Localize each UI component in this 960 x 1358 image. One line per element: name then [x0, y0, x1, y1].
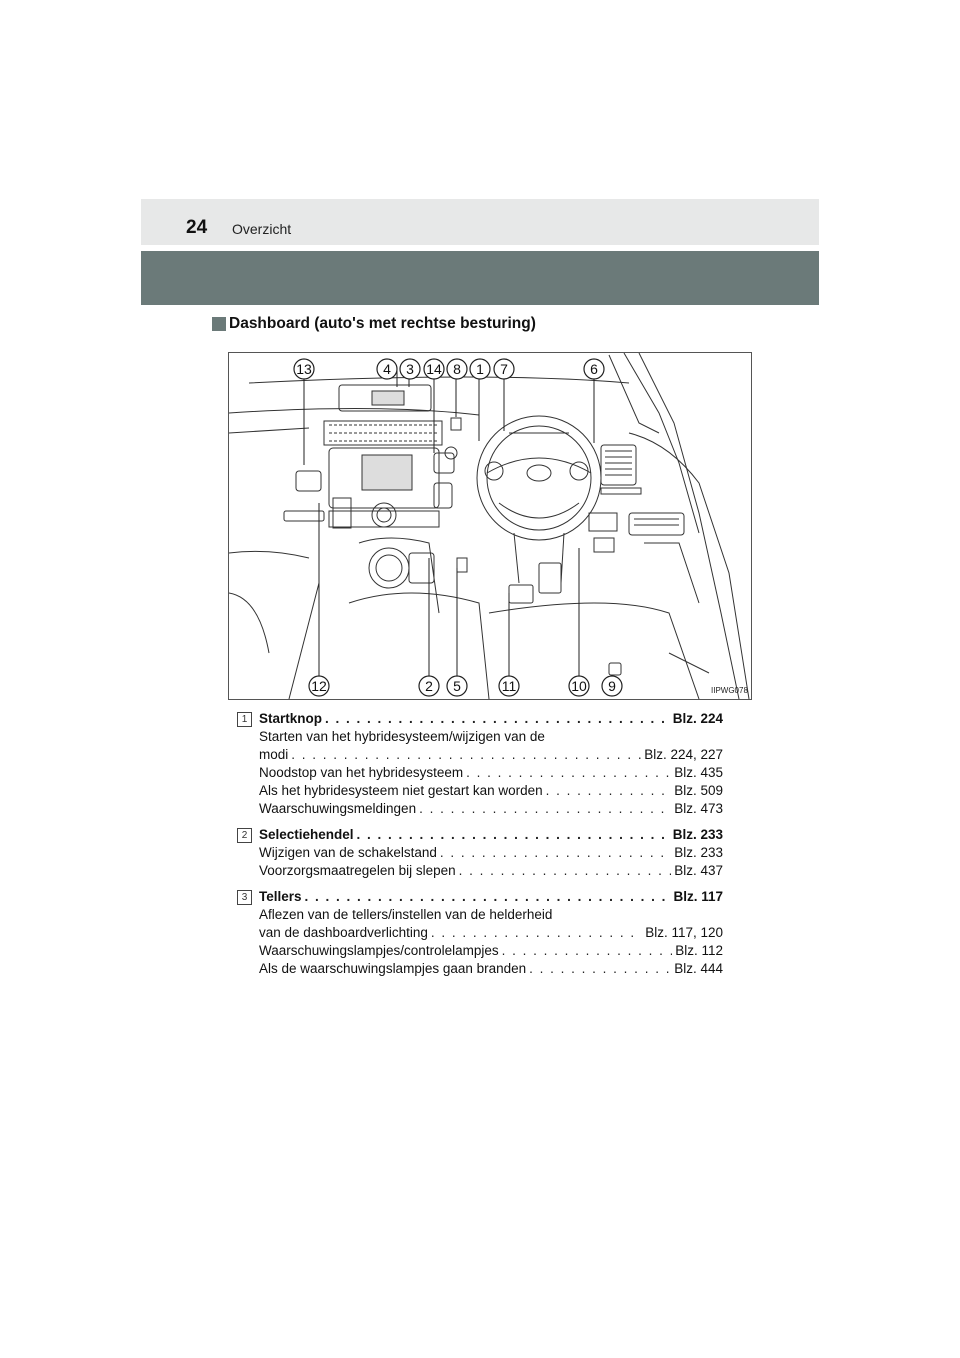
entry-2 [237, 826, 723, 880]
sub-text: Voorzorgsmaatregelen bij slepen [259, 863, 456, 878]
entry-number: 3 [237, 890, 252, 905]
entry-page-ref[interactable]: Blz. 224 [672, 711, 723, 726]
callout-11 [499, 676, 519, 696]
svg-text:5: 5 [453, 678, 461, 694]
section-title: Dashboard (auto's met rechtse besturing) [229, 315, 536, 332]
callout-5 [447, 676, 467, 696]
svg-text:3: 3 [406, 361, 414, 377]
svg-text:10: 10 [571, 678, 587, 694]
leader-dots [529, 960, 671, 978]
svg-text:1: 1 [476, 361, 484, 377]
entry-page-ref[interactable]: Blz. 233 [672, 827, 723, 842]
sub-text: Als het hybridesysteem niet gestart kan worden [259, 783, 543, 798]
sub-page-ref[interactable]: Blz. 117, 120 [645, 925, 723, 940]
sub-row [259, 782, 723, 800]
callout-3 [400, 359, 420, 379]
sub-row [259, 764, 723, 782]
section-marker-icon [212, 317, 226, 331]
callout-7 [494, 359, 514, 379]
leader-dots [357, 826, 670, 844]
sub-page-ref[interactable]: Blz. 473 [674, 801, 723, 816]
leader-dots [305, 888, 671, 906]
section-name: Overzicht [232, 221, 292, 237]
dashboard-illustration [229, 353, 751, 699]
sub-page-ref[interactable]: Blz. 233 [674, 845, 723, 860]
entry-page-ref[interactable]: Blz. 117 [673, 889, 723, 904]
callout-13 [294, 359, 314, 379]
entry-title: Tellers [259, 889, 302, 904]
callout-9 [602, 676, 622, 696]
entry-title: Selectiehendel [259, 827, 354, 842]
page-number: 24 [186, 217, 208, 238]
header-band [141, 251, 819, 305]
sub-text: Noodstop van het hybridesysteem [259, 765, 464, 780]
leader-dots [431, 924, 642, 942]
leader-dots [459, 862, 672, 880]
callout-12 [309, 676, 329, 696]
sub-text: Als de waarschuwingslampjes gaan branden [259, 961, 527, 976]
svg-text:13: 13 [296, 361, 312, 377]
sub-page-ref[interactable]: Blz. 444 [674, 961, 723, 976]
sub-page-ref[interactable]: Blz. 437 [674, 863, 723, 878]
sub-line: Aflezen van de tellers/instellen van de helderheid [259, 907, 553, 922]
svg-text:4: 4 [383, 361, 391, 377]
svg-text:2: 2 [425, 678, 433, 694]
sub-text: modi [259, 747, 289, 762]
sub-text: Wijzigen van de schakelstand [259, 845, 437, 860]
entry-title: Startknop [259, 711, 323, 726]
svg-text:12: 12 [311, 678, 327, 694]
sub-text: van de dashboardverlichting [259, 925, 428, 940]
callout-8 [447, 359, 467, 379]
sub-page-ref[interactable]: Blz. 112 [675, 943, 723, 958]
callout-6 [584, 359, 604, 379]
callouts-top [294, 359, 604, 379]
svg-text:7: 7 [500, 361, 508, 377]
entry-list [237, 710, 723, 986]
svg-text:6: 6 [590, 361, 598, 377]
entry-number: 2 [237, 828, 252, 843]
callout-1 [470, 359, 490, 379]
sub-row [259, 844, 723, 862]
entry-number: 1 [237, 712, 252, 727]
entry-1 [237, 710, 723, 818]
leader-dots [419, 800, 671, 818]
sub-row [259, 924, 723, 942]
leader-dots [440, 844, 671, 862]
figure-code: IIPWG078 [711, 686, 748, 695]
svg-text:14: 14 [426, 361, 442, 377]
leader-dots [291, 746, 641, 764]
callout-10 [569, 676, 589, 696]
callouts-bottom [309, 676, 622, 696]
sub-text: Waarschuwingsmeldingen [259, 801, 417, 816]
leader-dots [546, 782, 672, 800]
callout-14 [424, 359, 444, 379]
leader-dots [502, 942, 673, 960]
sub-row [259, 800, 723, 818]
entry-main-row [259, 710, 723, 728]
sub-row [259, 960, 723, 978]
callout-4 [377, 359, 397, 379]
sub-page-ref[interactable]: Blz. 509 [674, 783, 723, 798]
leader-dots [466, 764, 671, 782]
callout-2 [419, 676, 439, 696]
entry-main-row [259, 888, 723, 906]
sub-line: Starten van het hybridesysteem/wijzigen van de [259, 729, 545, 744]
leader-dots [325, 710, 670, 728]
entry-main-row [259, 826, 723, 844]
entry-3 [237, 888, 723, 978]
sub-page-ref[interactable]: Blz. 224, 227 [644, 747, 723, 762]
svg-text:11: 11 [501, 678, 517, 694]
sub-row [259, 942, 723, 960]
svg-text:8: 8 [453, 361, 461, 377]
sub-row [259, 862, 723, 880]
svg-text:9: 9 [608, 678, 616, 694]
dashboard-figure [228, 352, 752, 700]
sub-text: Waarschuwingslampjes/controlelampjes [259, 943, 499, 958]
sub-row [259, 746, 723, 764]
sub-page-ref[interactable]: Blz. 435 [674, 765, 723, 780]
